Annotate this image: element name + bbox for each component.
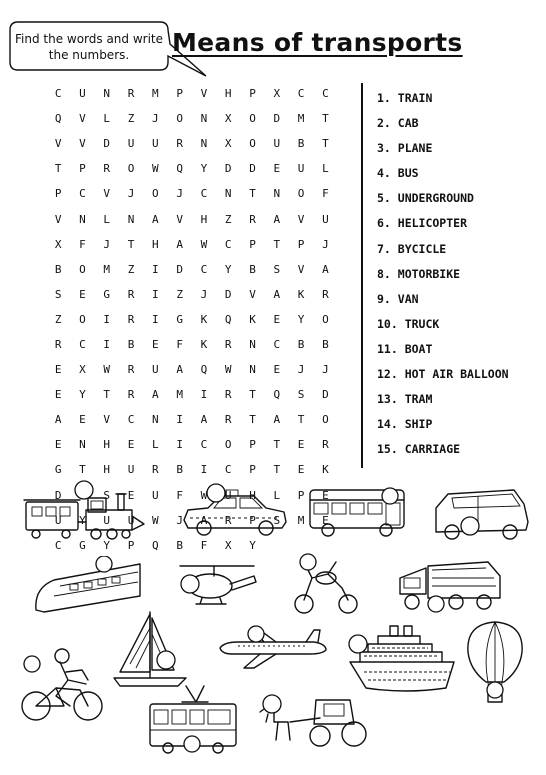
grid-letter: R <box>127 287 135 301</box>
grid-letter: E <box>127 438 135 452</box>
ship-picture <box>346 622 458 696</box>
grid-letter: P <box>297 237 305 251</box>
grid-letter: V <box>297 262 305 276</box>
grid-letter: S <box>273 513 281 527</box>
grid-letter: I <box>200 388 208 402</box>
grid-letter: E <box>322 488 329 502</box>
grid-letter: U <box>152 137 159 151</box>
grid-letter: T <box>322 112 329 126</box>
grid-letter: I <box>200 463 208 477</box>
grid-letter: N <box>103 87 111 101</box>
word-list-item: 9. VAN <box>377 291 419 306</box>
word-list-item: 14. SHIP <box>377 417 433 432</box>
grid-letter: V <box>79 112 86 126</box>
grid-letter: I <box>103 312 111 326</box>
grid-letter: Y <box>200 162 208 176</box>
grid-letter: A <box>176 237 183 251</box>
grid-letter: O <box>322 312 329 326</box>
grid-letter: A <box>273 212 281 226</box>
grid-letter: V <box>297 212 305 226</box>
van-picture <box>428 484 532 546</box>
grid-letter: X <box>224 538 232 552</box>
grid-letter: R <box>103 162 111 176</box>
grid-letter: N <box>224 187 232 201</box>
grid-letter: R <box>127 388 135 402</box>
grid-letter: G <box>79 538 86 552</box>
grid-letter: T <box>79 463 86 477</box>
grid-letter: E <box>322 513 329 527</box>
grid-letter: I <box>152 312 159 326</box>
grid-letter: X <box>79 363 86 377</box>
grid-letter: R <box>224 413 232 427</box>
grid-letter: D <box>224 287 232 301</box>
grid-letter: F <box>176 337 183 351</box>
grid-letter: R <box>176 137 183 151</box>
grid-letter: C <box>200 262 208 276</box>
train-picture <box>22 480 170 550</box>
grid-letter: D <box>176 262 183 276</box>
word-list-item: 10. TRUCK <box>377 316 440 331</box>
grid-letter: B <box>249 262 256 276</box>
grid-letter: K <box>322 463 329 477</box>
grid-letter: H <box>200 212 208 226</box>
grid-letter: Z <box>224 212 232 226</box>
grid-letter: W <box>200 488 208 502</box>
grid-letter: G <box>103 287 111 301</box>
grid-letter: Y <box>103 538 111 552</box>
grid-letter: A <box>200 513 208 527</box>
grid-letter: E <box>297 438 305 452</box>
grid-letter: U <box>322 212 329 226</box>
grid-letter: T <box>273 463 281 477</box>
grid-letter: E <box>273 312 281 326</box>
grid-letter: T <box>273 237 281 251</box>
grid-letter: E <box>273 162 281 176</box>
grid-letter: J <box>297 363 305 377</box>
grid-letter: B <box>176 538 183 552</box>
grid-letter: N <box>200 137 208 151</box>
grid-letter: V <box>176 212 183 226</box>
grid-letter: C <box>200 187 208 201</box>
grid-letter: T <box>249 187 256 201</box>
grid-letter: E <box>79 287 86 301</box>
grid-letter: X <box>224 137 232 151</box>
grid-letter: Y <box>297 312 305 326</box>
grid-letter: S <box>54 287 62 301</box>
grid-letter: O <box>176 112 183 126</box>
grid-letter: Q <box>273 388 281 402</box>
grid-letter: J <box>322 237 329 251</box>
grid-letter: R <box>54 337 62 351</box>
grid-letter: K <box>200 312 208 326</box>
grid-letter: A <box>152 388 159 402</box>
grid-letter: C <box>127 413 135 427</box>
grid-letter: A <box>322 262 329 276</box>
bullet-train-picture <box>30 556 144 616</box>
grid-letter: W <box>152 162 159 176</box>
grid-letter: V <box>54 137 62 151</box>
grid-letter: N <box>249 337 256 351</box>
word-list-item: 11. BOAT <box>377 341 433 356</box>
grid-letter: V <box>54 212 62 226</box>
grid-letter: S <box>297 388 305 402</box>
grid-letter: T <box>54 162 62 176</box>
grid-letter: N <box>79 438 86 452</box>
grid-letter: O <box>297 187 305 201</box>
grid-letter: Z <box>127 262 135 276</box>
word-list-item: 8. MOTORBIKE <box>377 266 461 281</box>
page-title: Means of transports <box>172 28 463 57</box>
grid-letter: C <box>79 337 86 351</box>
grid-letter: Q <box>152 538 159 552</box>
grid-letter: T <box>127 237 135 251</box>
grid-letter: N <box>249 363 256 377</box>
grid-letter: L <box>103 112 111 126</box>
grid-letter: D <box>322 388 329 402</box>
grid-letter: Z <box>127 112 135 126</box>
grid-letter: R <box>322 287 329 301</box>
grid-letter: R <box>127 312 135 326</box>
grid-letter: W <box>152 513 159 527</box>
grid-letter: W <box>224 363 232 377</box>
grid-letter: V <box>103 187 111 201</box>
grid-letter: L <box>273 488 281 502</box>
grid-letter: V <box>249 287 256 301</box>
grid-letter: Z <box>54 312 62 326</box>
grid-letter: V <box>79 137 86 151</box>
grid-letter: K <box>249 312 256 326</box>
word-list-item: 6. HELICOPTER <box>377 216 468 231</box>
grid-letter: N <box>79 212 86 226</box>
grid-letter: V <box>103 413 111 427</box>
grid-letter: D <box>103 137 111 151</box>
grid-letter: Z <box>176 287 183 301</box>
plane-picture <box>214 624 330 672</box>
grid-letter: Q <box>224 312 232 326</box>
grid-letter: U <box>224 488 232 502</box>
grid-letter: O <box>79 262 86 276</box>
grid-letter: Y <box>79 388 86 402</box>
grid-letter: N <box>127 212 135 226</box>
grid-letter: I <box>152 287 159 301</box>
hot-air-balloon-picture <box>462 618 528 708</box>
grid-letter: N <box>273 187 281 201</box>
grid-letter: Q <box>176 162 183 176</box>
bus-picture <box>306 484 410 540</box>
grid-letter: G <box>54 463 62 477</box>
grid-letter: O <box>322 413 329 427</box>
grid-letter: C <box>54 87 62 101</box>
grid-letter: P <box>249 237 256 251</box>
grid-letter: R <box>224 337 232 351</box>
grid-letter: Q <box>54 112 62 126</box>
grid-letter: I <box>103 337 111 351</box>
motorbike-picture <box>292 548 360 620</box>
grid-letter: B <box>322 337 329 351</box>
grid-letter: J <box>103 237 111 251</box>
bicycle-picture <box>16 640 104 726</box>
grid-letter: N <box>152 413 159 427</box>
grid-letter: J <box>176 187 183 201</box>
grid-letter: E <box>297 463 305 477</box>
grid-letter: H <box>224 87 232 101</box>
divider-line <box>361 83 363 468</box>
grid-letter: U <box>127 513 135 527</box>
grid-letter: T <box>249 388 256 402</box>
grid-letter: C <box>273 337 281 351</box>
grid-letter: L <box>152 438 159 452</box>
grid-letter: D <box>54 488 62 502</box>
tram-picture <box>146 684 240 756</box>
grid-letter: M <box>176 388 183 402</box>
grid-letter: U <box>297 162 305 176</box>
grid-letter: C <box>224 463 232 477</box>
grid-letter: R <box>249 212 256 226</box>
grid-letter: I <box>176 438 183 452</box>
grid-letter: H <box>249 488 256 502</box>
word-list-item: 12. HOT AIR BALLOON <box>377 367 509 382</box>
grid-letter: P <box>127 538 135 552</box>
grid-letter: W <box>103 363 111 377</box>
word-list-item: 2. CAB <box>377 116 419 131</box>
grid-letter: T <box>297 413 305 427</box>
grid-letter: C <box>224 237 232 251</box>
grid-letter: Y <box>249 538 256 552</box>
grid-letter: X <box>54 237 62 251</box>
grid-letter: J <box>127 187 135 201</box>
word-list-item: 4. BUS <box>377 166 419 181</box>
grid-letter: P <box>176 87 183 101</box>
word-list <box>377 86 509 462</box>
grid-letter: E <box>54 363 62 377</box>
grid-letter: H <box>103 463 111 477</box>
grid-letter: Y <box>79 513 86 527</box>
grid-letter: O <box>249 137 256 151</box>
grid-letter: W <box>200 237 208 251</box>
grid-letter: J <box>152 112 159 126</box>
grid-letter: U <box>103 513 111 527</box>
grid-letter: U <box>79 87 86 101</box>
grid-letter: D <box>249 162 256 176</box>
grid-letter: R <box>224 513 232 527</box>
grid-letter: S <box>103 488 111 502</box>
word-list-item: 3. PLANE <box>377 141 433 156</box>
grid-letter: R <box>322 438 329 452</box>
instruction-text: Find the words and write the numbers. <box>14 32 164 62</box>
grid-letter: E <box>152 337 159 351</box>
word-list-item: 7. BYCICLE <box>377 241 447 256</box>
grid-letter: B <box>54 262 62 276</box>
grid-letter: X <box>224 112 232 126</box>
grid-letter: F <box>79 237 86 251</box>
grid-letter: S <box>273 262 281 276</box>
grid-letter: D <box>224 162 232 176</box>
grid-letter: A <box>176 363 183 377</box>
grid-letter: T <box>103 388 111 402</box>
word-list-item: 15. CARRIAGE <box>377 442 461 457</box>
grid-letter: C <box>54 538 62 552</box>
grid-letter: U <box>54 513 62 527</box>
grid-letter: E <box>273 363 281 377</box>
grid-letter: R <box>224 388 232 402</box>
grid-letter: P <box>249 87 256 101</box>
grid-letter: A <box>200 413 208 427</box>
grid-letter: A <box>54 413 62 427</box>
grid-letter: D <box>273 112 281 126</box>
carriage-picture <box>254 692 378 752</box>
grid-letter: R <box>127 87 135 101</box>
grid-letter: C <box>297 87 305 101</box>
grid-letter: U <box>152 363 159 377</box>
cab-picture <box>180 482 290 544</box>
grid-letter: T <box>322 137 329 151</box>
grid-letter: R <box>152 463 159 477</box>
grid-letter: L <box>103 212 111 226</box>
grid-letter: I <box>152 262 159 276</box>
grid-letter: E <box>54 388 62 402</box>
grid-letter: T <box>249 413 256 427</box>
grid-letter: M <box>297 112 305 126</box>
grid-letter: O <box>249 112 256 126</box>
word-list-item: 1. TRAIN <box>377 91 433 105</box>
grid-letter: P <box>249 513 256 527</box>
grid-letter: C <box>79 187 86 201</box>
grid-letter: U <box>273 137 281 151</box>
grid-letter: C <box>322 87 329 101</box>
grid-letter: Q <box>200 363 208 377</box>
grid-letter: P <box>79 162 86 176</box>
grid-letter: I <box>176 413 183 427</box>
grid-letter: A <box>152 212 159 226</box>
grid-letter: U <box>152 488 159 502</box>
grid-letter: H <box>152 237 159 251</box>
grid-letter: O <box>224 438 232 452</box>
grid-letter: G <box>176 312 183 326</box>
truck-picture <box>396 558 508 618</box>
word-list-item: 5. UNDERGROUND <box>377 191 474 206</box>
grid-letter: M <box>297 513 305 527</box>
grid-letter: X <box>273 87 281 101</box>
grid-letter: B <box>297 137 305 151</box>
grid-letter: R <box>127 363 135 377</box>
grid-letter: U <box>127 463 135 477</box>
grid-letter: K <box>200 337 208 351</box>
grid-letter: B <box>176 463 183 477</box>
grid-letter: J <box>200 287 208 301</box>
grid-letter: E <box>54 438 62 452</box>
grid-letter: A <box>273 287 281 301</box>
grid-letter: P <box>249 438 256 452</box>
grid-letter: O <box>79 312 86 326</box>
grid-letter: T <box>273 438 281 452</box>
grid-letter: F <box>200 538 208 552</box>
grid-letter: P <box>297 488 305 502</box>
grid-letter: E <box>79 413 86 427</box>
grid-letter: M <box>103 262 111 276</box>
grid-letter: B <box>127 337 135 351</box>
grid-letter: A <box>273 413 281 427</box>
grid-letter: F <box>322 187 329 201</box>
sailboat-picture <box>108 608 192 690</box>
grid-letter: Y <box>224 262 232 276</box>
grid-letter: C <box>200 438 208 452</box>
grid-letter: H <box>103 438 111 452</box>
grid-letter: V <box>200 87 208 101</box>
grid-letter: O <box>152 187 159 201</box>
grid-letter: F <box>176 488 183 502</box>
grid-letter: K <box>297 287 305 301</box>
grid-letter: P <box>54 187 62 201</box>
grid-letter: N <box>200 112 208 126</box>
grid-letter: U <box>127 137 135 151</box>
grid-letter: E <box>127 488 135 502</box>
grid-letter: M <box>152 87 159 101</box>
grid-letter: J <box>322 363 329 377</box>
grid-letter: B <box>297 337 305 351</box>
grid-letter: P <box>249 463 256 477</box>
grid-letter: O <box>127 162 135 176</box>
word-list-item: 13. TRAM <box>377 392 433 407</box>
grid-letter: L <box>322 162 329 176</box>
grid-letter: J <box>176 513 183 527</box>
